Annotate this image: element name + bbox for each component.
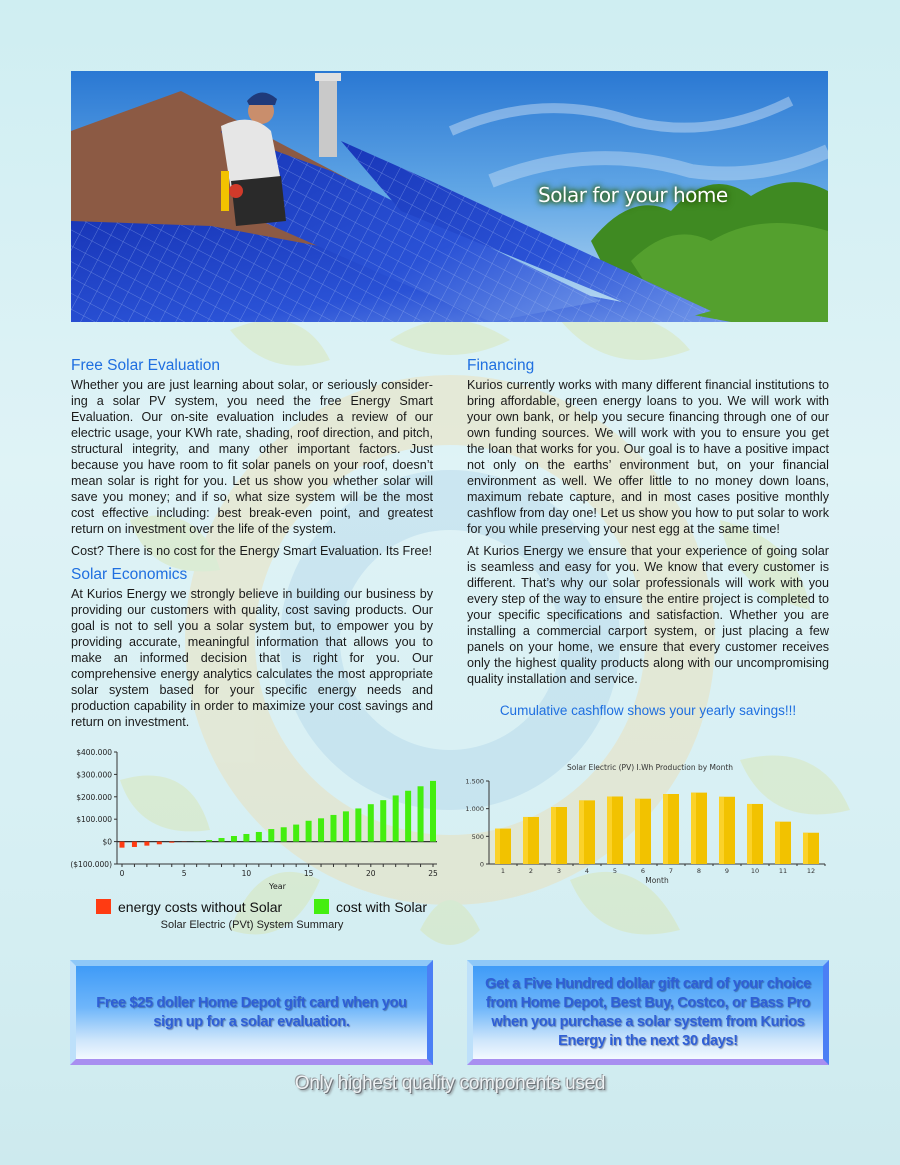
svg-text:12: 12 xyxy=(806,867,816,875)
heading-free-evaluation: Free Solar Evaluation xyxy=(71,357,221,374)
svg-text:15: 15 xyxy=(303,869,314,878)
promo-text: Get a Five Hundred dollar gift card of your choice from Home Depot, Best Buy, Costco, or Bass Pro when you purchase a solar system from Kurios Energy in the next 30 days! xyxy=(485,975,811,1049)
svg-text:10: 10 xyxy=(750,867,760,875)
svg-text:$100.000: $100.000 xyxy=(76,815,112,825)
svg-text:1.000: 1.000 xyxy=(465,805,484,814)
heading-solar-economics: Solar Economics xyxy=(71,566,188,583)
svg-text:500: 500 xyxy=(471,832,484,841)
paragraph: Cost? There is no cost for the Energy Smart Evaluation. Its Free! xyxy=(71,544,432,558)
svg-text:2: 2 xyxy=(528,867,534,875)
monthly-production-chart xyxy=(460,755,840,890)
legend-item-with-solar xyxy=(314,899,427,915)
svg-text:5: 5 xyxy=(612,867,618,875)
left-column xyxy=(71,356,433,736)
svg-text:4: 4 xyxy=(584,867,590,875)
svg-text:10: 10 xyxy=(241,869,252,878)
legend-swatch-green xyxy=(314,899,329,914)
cashflow-callout: Cumulative cashflow shows your yearly savings!!! xyxy=(499,703,797,718)
right-column xyxy=(467,356,829,693)
svg-text:Month: Month xyxy=(645,876,669,885)
svg-text:Year: Year xyxy=(269,882,286,891)
svg-text:20: 20 xyxy=(366,869,376,878)
svg-text:$0: $0 xyxy=(102,837,112,847)
footer-tagline: Only highest quality components used xyxy=(294,1073,606,1094)
svg-text:($100.000): ($100.000) xyxy=(70,860,112,869)
hero-image xyxy=(71,71,828,322)
chart-caption: Solar Electric (PVt) System Summary xyxy=(160,919,344,931)
svg-text:Solar Electric (PV) I.Wh Produ: Solar Electric (PV) I.Wh Production by Month xyxy=(566,763,734,772)
cashflow-bar-chart xyxy=(60,745,440,895)
svg-text:$200.000: $200.000 xyxy=(76,792,112,802)
promo-home-depot-gift-card[interactable] xyxy=(70,960,433,1065)
legend-label: cost with Solar xyxy=(336,899,428,915)
svg-text:7: 7 xyxy=(668,867,674,875)
svg-text:1: 1 xyxy=(500,867,506,875)
svg-text:0: 0 xyxy=(479,860,484,869)
svg-text:25: 25 xyxy=(428,869,438,878)
svg-text:11: 11 xyxy=(778,867,788,875)
paragraph: Kurios currently works with many different financial institutions to bring affordable, green energy loans to you. We will work with your own bank, or help you secure financing through one of our own funding sources. We will work with you to ensure you get the loan that works for you. Our goal is to have a positive impact not only on the earths’ environment but, on your financial environment as well. We offer little to no money down loans, maximum rebate capture, and in most cases positive monthly cashflow from day one! Let us show you how to put solar to work for you while preserving your nest egg at the same time! xyxy=(467,378,829,536)
svg-text:3: 3 xyxy=(556,867,562,875)
svg-text:5: 5 xyxy=(181,869,187,878)
promo-text: Free $25 doller Home Depot gift card when you sign up for a solar evaluation. xyxy=(96,994,407,1030)
svg-text:$300.000: $300.000 xyxy=(76,770,112,780)
svg-text:9: 9 xyxy=(724,867,730,875)
chart-legend xyxy=(96,899,436,915)
paragraph: Whether you are just learning about solar, or seriously consider-ing a solar PV system, you need the free Energy Smart Evaluation. Our on-site evaluation includes a review of our electric usage, your KWh rate, shading, roof direction, and pitch, structural integrity, and many other important factors. Just because you have room to fit solar panels on your roof, doesn’t mean solar is right for you. Let us show you whether solar will save you money; and if so, what size system will be the most cost effective including: best break-even point, and greatest return on investment over the life of the system. xyxy=(71,378,433,536)
promo-500-gift-card[interactable] xyxy=(467,960,829,1065)
heading-financing: Financing xyxy=(467,357,535,374)
svg-text:$400.000: $400.000 xyxy=(76,748,112,757)
legend-label: energy costs without Solar xyxy=(118,899,283,915)
svg-text:0: 0 xyxy=(119,869,125,878)
hero-caption: Solar for your home xyxy=(538,183,728,207)
paragraph: At Kurios Energy we ensure that your experience of going solar is seamless and easy for you. We know that every customer is different. That’s why our solar professionals will work with you every step of the way to ensure the entire project is completed to your specific specifications and satisfaction. Whether you are installing a commercial carport system, or just placing a few panels on your home, we ensure that every customer receives only the highest quality products along with our uncompromising quality installation and service. xyxy=(467,544,829,686)
svg-text:1.500: 1.500 xyxy=(465,777,484,786)
paragraph: At Kurios Energy we strongly believe in building our business by providing our customers with quality, cost saving products. Our goal is not to sell you a solar system but, to empower you by providing accurate, meaningful information that allows you to make an informed decision that is right for you. Our comprehensive energy analytics calculates the most appropriate solar system based for your specific energy needs and production capability in order to maximize your cost savings and return on investment. xyxy=(71,587,433,729)
legend-swatch-red xyxy=(96,899,111,914)
svg-text:8: 8 xyxy=(696,867,702,875)
svg-text:6: 6 xyxy=(640,867,646,875)
legend-item-without-solar xyxy=(96,899,282,915)
